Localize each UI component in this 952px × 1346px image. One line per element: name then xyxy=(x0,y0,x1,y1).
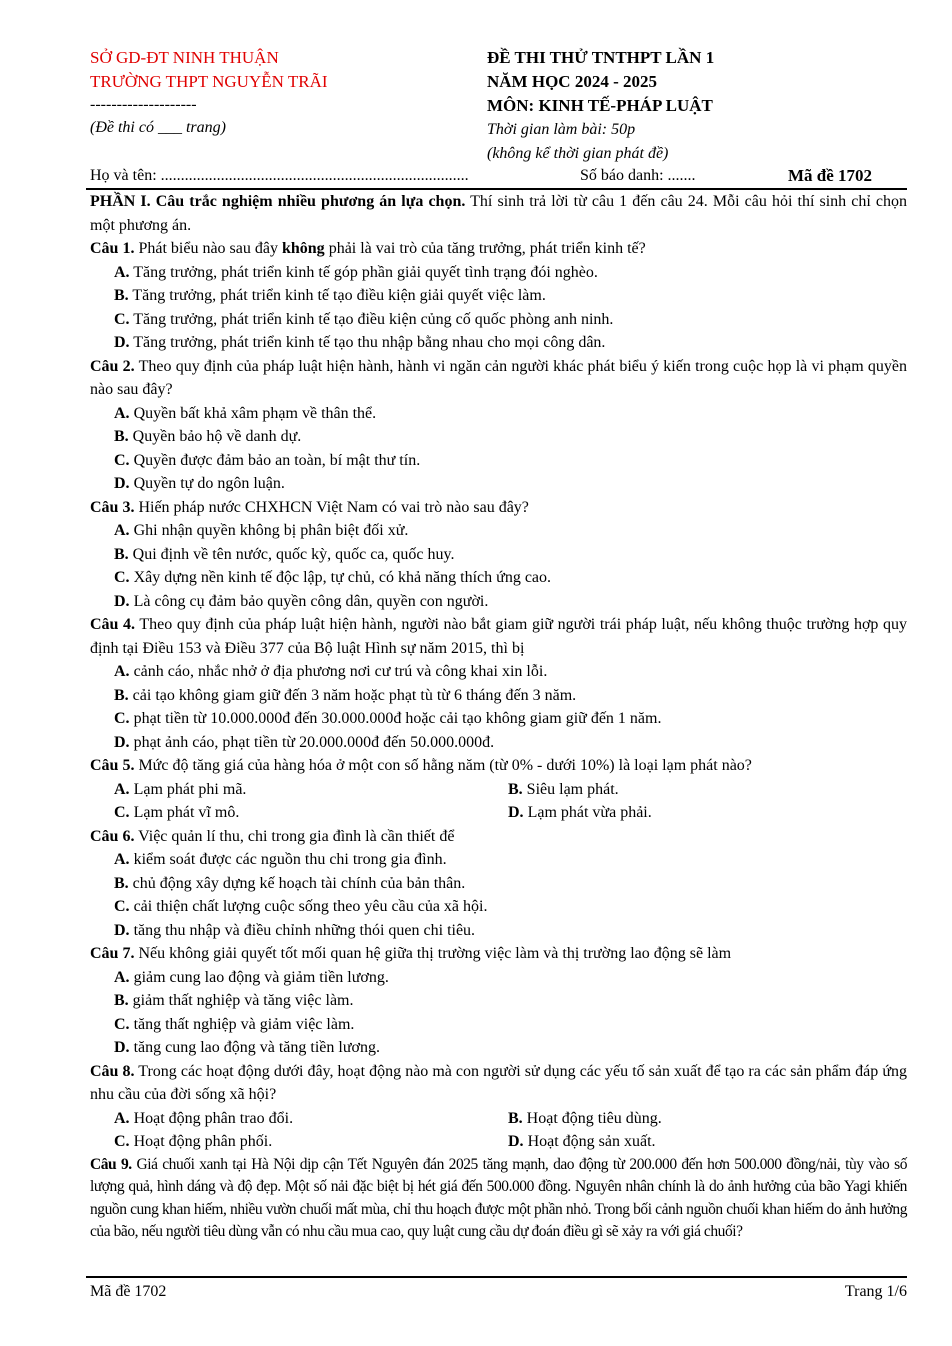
q7-option-c[interactable] xyxy=(90,1013,907,1037)
option-text: Hoạt động phân phối. xyxy=(133,1133,273,1150)
q6-option-a[interactable] xyxy=(90,848,907,872)
question-text: Giá chuối xanh tại Hà Nội dịp cận Tết Nguyên đán 2025 tăng mạnh, dao động từ 200.000 đến hơn 500.000 đồng/nải, tùy vào số lượng quả, hình dáng và độ đẹp. Một số nải đặc biệt bị hét giá đến 500.000 đồng. Nguyên nhân chính là do ảnh hưởng của bão Yagi khiến nguồn cung khan hiếm, nhiều vườn chuối mất mùa, chỉ thu hoạch được một phần nhỏ. Trong bối cảnh nguồn chuối khan hiếm do ảnh hưởng của bão, nếu người tiêu dùng vẫn có nhu cầu mua cao, quy luật cung cầu dự đoán điều gì sẽ xảy ra với giá chuối? xyxy=(90,1155,907,1240)
question-label: Câu 1. xyxy=(90,240,135,257)
question-7 xyxy=(90,942,907,966)
q6-option-b[interactable] xyxy=(90,872,907,896)
option-text: cải thiện chất lượng cuộc sống theo yêu cầu của xã hội. xyxy=(133,898,488,915)
option-letter: C. xyxy=(114,1015,130,1033)
question-3 xyxy=(90,496,907,520)
option-text: phạt ảnh cáo, phạt tiền từ 20.000.000đ đến 50.000.000đ. xyxy=(133,733,495,751)
question-text: Trong các hoạt động dưới đây, hoạt động nào mà con người sử dụng các yếu tố sản xuất để tạo ra các sản phẩm đáp ứng nhu cầu của đời sống xã hội? xyxy=(90,1062,907,1103)
question-label: Câu 3. xyxy=(90,498,135,516)
question-text: Việc quản lí thu, chi trong gia đình là cần thiết để xyxy=(134,827,455,845)
option-text: Hoạt động phân trao đổi. xyxy=(133,1109,294,1127)
q4-option-d[interactable] xyxy=(90,731,907,755)
question-5 xyxy=(90,754,907,778)
question-text: Phát biểu nào sau đây xyxy=(134,240,282,257)
option-letter: A. xyxy=(114,663,130,680)
option-letter: A. xyxy=(114,851,130,868)
q1-option-d[interactable] xyxy=(90,331,907,355)
q8-option-b[interactable] xyxy=(508,1107,907,1131)
option-text: Lạm phát vĩ mô. xyxy=(133,804,240,821)
option-letter: B. xyxy=(114,287,129,304)
option-text: Là công cụ đảm bảo quyền công dân, quyền con người. xyxy=(133,592,489,610)
option-letter: A. xyxy=(114,522,130,539)
question-1 xyxy=(90,237,907,261)
option-text: Quyền bảo hộ về danh dự. xyxy=(132,428,302,445)
q8-option-c[interactable] xyxy=(90,1130,508,1154)
q4-option-c[interactable] xyxy=(90,707,907,731)
option-text: tăng cung lao động và tăng tiền lương. xyxy=(133,1039,380,1056)
option-text: Hoạt động tiêu dùng. xyxy=(526,1109,662,1127)
q3-option-c[interactable] xyxy=(90,566,907,590)
option-letter: A. xyxy=(114,404,130,422)
q3-option-d[interactable] xyxy=(90,590,907,614)
option-letter: D. xyxy=(114,733,130,751)
q5-option-a[interactable] xyxy=(90,778,508,802)
exam-content xyxy=(90,190,907,1244)
option-text: Ghi nhận quyền không bị phân biệt đối xử. xyxy=(133,522,409,539)
student-info-row xyxy=(90,164,872,188)
q1-option-b[interactable] xyxy=(90,284,907,308)
option-letter: A. xyxy=(114,780,130,798)
option-text: Quyền được đảm bảo an toàn, bí mật thư tín. xyxy=(133,451,421,469)
header-right xyxy=(487,46,907,166)
option-text: tăng thu nhập và điều chỉnh những thói quen chi tiêu. xyxy=(133,921,476,939)
school-name: TRƯỜNG THPT NGUYỄN TRÃI xyxy=(90,72,328,91)
option-letter: C. xyxy=(114,1133,130,1150)
time-note: (không kể thời gian phát đề) xyxy=(487,145,669,162)
question-6 xyxy=(90,825,907,849)
option-letter: B. xyxy=(114,686,129,704)
option-text: phạt tiền từ 10.000.000đ đến 30.000.000đ hoặc cải tạo không giam giữ đến 1 năm. xyxy=(133,710,662,727)
q2-option-d[interactable] xyxy=(90,472,907,496)
q8-option-a[interactable] xyxy=(90,1107,508,1131)
option-letter: C. xyxy=(114,451,130,469)
option-letter: A. xyxy=(114,968,130,986)
option-letter: B. xyxy=(508,780,523,798)
q5-option-d[interactable] xyxy=(508,801,907,825)
option-letter: C. xyxy=(114,569,130,586)
question-label: Câu 4. xyxy=(90,616,136,633)
q2-option-a[interactable] xyxy=(90,402,907,426)
option-text: Quyền tự do ngôn luận. xyxy=(133,475,285,492)
q5-options-row-2 xyxy=(90,801,907,825)
option-text: Tăng trưởng, phát triển kinh tế góp phần giải quyết tình trạng đói nghèo. xyxy=(133,263,598,281)
footer-exam-code: Mã đề 1702 xyxy=(90,1283,167,1300)
option-letter: B. xyxy=(114,428,129,445)
option-letter: D. xyxy=(114,592,130,610)
section-instruction: Thí sinh trả lời từ câu 1 đến câu 24. Mỗi câu hỏi thí sinh chỉ chọn một phương án. xyxy=(90,193,908,234)
option-letter: D. xyxy=(114,475,130,492)
q5-option-b[interactable] xyxy=(508,778,907,802)
q7-option-b[interactable] xyxy=(90,989,907,1013)
q4-option-a[interactable] xyxy=(90,660,907,684)
question-4 xyxy=(90,613,907,660)
option-letter: D. xyxy=(508,804,524,821)
option-text: giảm cung lao động và giảm tiền lương. xyxy=(133,968,389,986)
q5-options-row-1 xyxy=(90,778,907,802)
page-number: Trang 1/6 xyxy=(844,1283,907,1300)
option-letter: B. xyxy=(508,1109,523,1127)
footer-rule xyxy=(86,1276,907,1278)
option-letter: B. xyxy=(114,992,129,1009)
option-letter: C. xyxy=(114,710,130,727)
exam-code: Mã đề 1702 xyxy=(787,166,872,185)
q8-options-row-1 xyxy=(90,1107,907,1131)
option-text: kiểm soát được các nguồn thu chi trong gia đình. xyxy=(133,851,447,868)
option-letter: D. xyxy=(508,1133,524,1150)
q6-option-d[interactable] xyxy=(90,919,907,943)
option-text: Qui định về tên nước, quốc kỳ, quốc ca, quốc huy. xyxy=(132,545,455,563)
department-name: SỞ GD-ĐT NINH THUẬN xyxy=(90,48,279,67)
question-label: Câu 5. xyxy=(90,757,135,774)
question-8 xyxy=(90,1060,907,1107)
option-text: Xây dựng nền kinh tế độc lập, tự chủ, có khả năng thích ứng cao. xyxy=(133,569,552,586)
question-2 xyxy=(90,355,907,402)
q5-option-c[interactable] xyxy=(90,801,508,825)
option-text: Hoạt động sản xuất. xyxy=(527,1133,656,1150)
q2-option-c[interactable] xyxy=(90,449,907,473)
question-label: Câu 6. xyxy=(90,827,135,845)
question-text: Nếu không giải quyết tốt mối quan hệ giữa thị trường việc làm và thị trường lao động sẽ làm xyxy=(134,945,732,962)
option-text: Tăng trưởng, phát triển kinh tế tạo thu nhập bằng nhau cho mọi công dân. xyxy=(133,334,606,351)
exam-title: ĐỀ THI THỬ TNTHPT LẦN 1 xyxy=(487,48,715,67)
question-text: Hiến pháp nước CHXHCN Việt Nam có vai trò nào sau đây? xyxy=(134,498,529,516)
q7-option-d[interactable] xyxy=(90,1036,907,1060)
q8-option-d[interactable] xyxy=(508,1130,907,1154)
q3-option-b[interactable] xyxy=(90,543,907,567)
option-letter: D. xyxy=(114,1039,130,1056)
question-label: Câu 2. xyxy=(90,357,135,375)
question-emphasis: không xyxy=(281,240,325,257)
option-letter: A. xyxy=(114,263,130,281)
header-divider: -------------------- xyxy=(90,96,197,113)
q2-option-b[interactable] xyxy=(90,425,907,449)
question-9 xyxy=(90,1154,907,1244)
option-letter: B. xyxy=(114,545,129,563)
option-text: tăng thất nghiệp và giảm việc làm. xyxy=(133,1015,355,1033)
student-name-field: Họ và tên: ............................................................................. xyxy=(90,167,469,184)
question-text: Theo quy định của pháp luật hiện hành, người nào bắt giam giữ người trái pháp luật, nếu không thuộc trường hợp quy định tại Điều 153 và Điều 377 của Bộ luật Hình sự năm 2015, thì bị xyxy=(90,616,907,657)
subject: MÔN: KINH TẾ-PHÁP LUẬT xyxy=(487,96,713,115)
option-text: Lạm phát phi mã. xyxy=(133,780,247,798)
option-text: chủ động xây dựng kế hoạch tài chính của bản thân. xyxy=(132,874,466,892)
question-label: Câu 7. xyxy=(90,945,135,962)
school-year: NĂM HỌC 2024 - 2025 xyxy=(487,72,657,91)
option-text: Quyền bất khả xâm phạm về thân thể. xyxy=(133,404,377,422)
option-letter: A. xyxy=(114,1109,130,1127)
section-heading xyxy=(90,190,907,237)
student-id-field: Số báo danh: ....... xyxy=(580,167,696,184)
option-text: Tăng trưởng, phát triển kinh tế tạo điều kiện củng cố quốc phòng anh ninh. xyxy=(133,310,614,328)
option-letter: D. xyxy=(114,334,130,351)
q7-option-a[interactable] xyxy=(90,966,907,990)
question-label: Câu 8. xyxy=(90,1062,135,1080)
option-letter: C. xyxy=(114,310,130,328)
question-text: phải là vai trò của tăng trưởng, phát triển kinh tế? xyxy=(324,240,646,257)
pages-note: (Đề thi có ___ trang) xyxy=(90,119,226,136)
option-letter: B. xyxy=(114,874,129,892)
time-limit: Thời gian làm bài: 50p xyxy=(487,121,636,138)
section-title: PHẦN I. Câu trắc nghiệm nhiều phương án lựa chọn. xyxy=(90,193,466,210)
option-letter: D. xyxy=(114,921,130,939)
option-text: Siêu lạm phát. xyxy=(526,780,619,798)
option-text: giảm thất nghiệp và tăng việc làm. xyxy=(132,992,354,1009)
option-letter: C. xyxy=(114,804,130,821)
option-text: Tăng trưởng, phát triển kinh tế tạo điều kiện giải quyết việc làm. xyxy=(132,287,546,304)
option-text: cảnh cáo, nhắc nhở ở địa phương nơi cư trú và công khai xin lỗi. xyxy=(133,663,548,680)
option-letter: C. xyxy=(114,898,130,915)
q1-option-c[interactable] xyxy=(90,308,907,332)
q6-option-c[interactable] xyxy=(90,895,907,919)
option-text: cải tạo không giam giữ đến 3 năm hoặc phạt tù từ 6 tháng đến 3 năm. xyxy=(132,686,577,704)
q3-option-a[interactable] xyxy=(90,519,907,543)
option-text: Lạm phát vừa phải. xyxy=(527,804,652,821)
question-text: Theo quy định của pháp luật hiện hành, hành vi ngăn cản người khác phát biểu ý kiến trong cuộc họp là vi phạm quyền nào sau đây? xyxy=(90,357,907,398)
q4-option-b[interactable] xyxy=(90,684,907,708)
question-label: Câu 9. xyxy=(90,1155,132,1173)
header-left xyxy=(90,46,470,140)
q1-option-a[interactable] xyxy=(90,261,907,285)
q8-options-row-2 xyxy=(90,1130,907,1154)
question-text: Mức độ tăng giá của hàng hóa ở một con số hằng năm (từ 0% - dưới 10%) là loại lạm phát nào? xyxy=(134,757,752,774)
